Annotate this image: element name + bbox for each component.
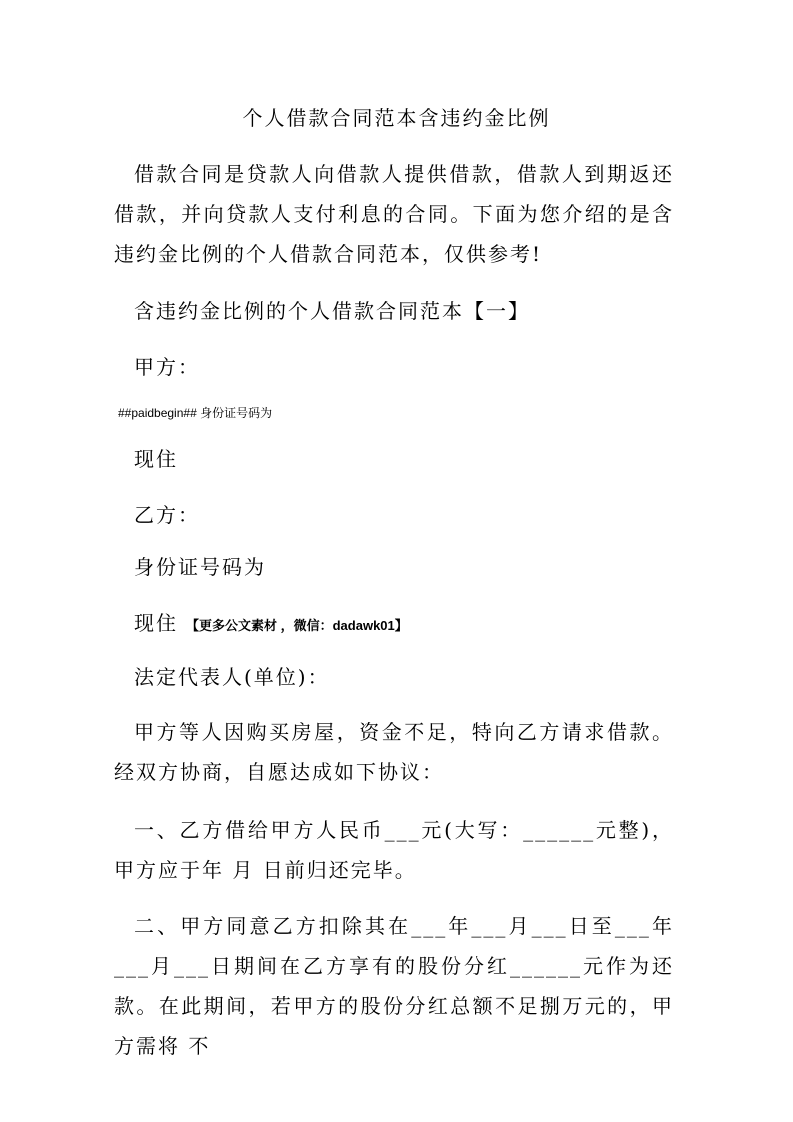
party-a-label: 甲方： <box>134 355 200 379</box>
promo-text: 【更多公文素材 ，微信：dadawk01】 <box>186 618 408 633</box>
intro-paragraph: 借款合同是贷款人向借款人提供借款，借款人到期返还借款，并向贷款人支付利息的合同。下面为您介绍的是含违约金比例的个人借款合同范本，仅供参考! <box>114 162 674 266</box>
paid-marker-text: ##paidbegin## 身份证号码为 <box>118 406 273 420</box>
party-b-label: 乙方： <box>134 503 200 527</box>
section-heading: 含违约金比例的个人借款合同范本【一】 <box>134 299 530 323</box>
party-b-id: 身份证号码为 <box>134 555 266 579</box>
party-a-address: 现住 <box>134 447 178 471</box>
party-b-address-line <box>134 608 408 641</box>
paragraph-article-2: 二、甲方同意乙方扣除其在___年___月___日至___年___月___日期间在乙方享有的股份分红______元作为还款。在此期间，若甲方的股份分红总额不足捌万元的，甲方需将 不 <box>114 914 674 1058</box>
page-title: 个人借款合同范本含违约金比例 <box>242 106 551 130</box>
paragraph-purpose: 甲方等人因购买房屋，资金不足，特向乙方请求借款。经双方协商，自愿达成如下协议： <box>114 720 674 784</box>
legal-representative: 法定代表人(单位)： <box>134 665 330 689</box>
party-b-address: 现住 <box>134 611 178 635</box>
paragraph-article-1: 一、乙方借给甲方人民币___元(大写：______元整)，甲方应于年 月 日前归还完毕。 <box>114 818 674 882</box>
